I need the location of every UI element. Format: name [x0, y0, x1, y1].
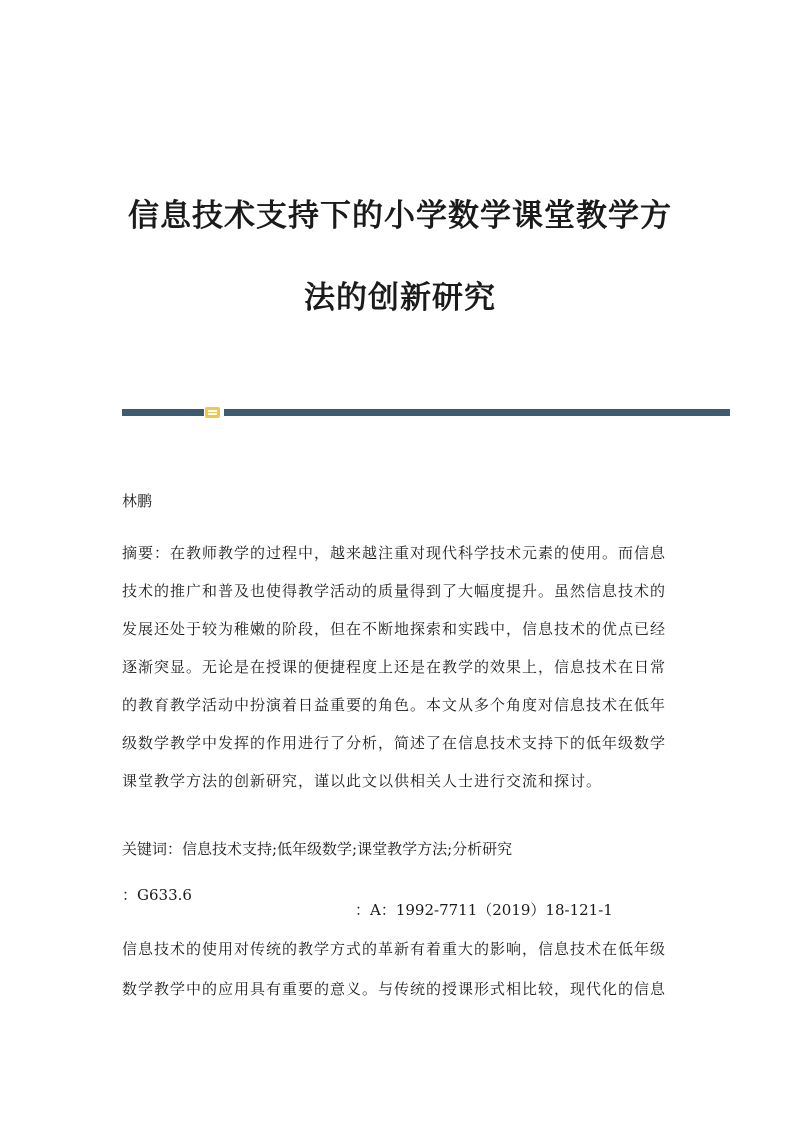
- abstract-line: 的教育教学活动中扮演着日益重要的角色。本文从多个角度对信息技术在低年: [122, 696, 667, 714]
- abstract-line: 摘要：在教师教学的过程中，越来越注重对现代科学技术元素的使用。而信息: [122, 544, 667, 562]
- body-line: 数学教学中的应用具有重要的意义。与传统的授课形式相比较，现代化的信息: [122, 980, 667, 998]
- abstract-line: 发展还处于较为稚嫩的阶段，但在不断地探索和实践中，信息技术的优点已经: [122, 620, 667, 638]
- title-divider-left: [122, 409, 204, 416]
- abstract-line: 逐渐突显。无论是在授课的便捷程度上还是在教学的效果上，信息技术在日常: [122, 658, 667, 676]
- body-paragraph: [122, 929, 677, 1009]
- author-name: 林鹏: [122, 492, 153, 510]
- body-line: 信息技术的使用对传统的教学方式的革新有着重大的影响，信息技术在低年级: [122, 940, 667, 958]
- abstract-line: 技术的推广和普及也使得教学活动的质量得到了大幅度提升。虽然信息技术的: [122, 582, 667, 600]
- divider-badge-icon: [205, 407, 220, 418]
- keywords: 关键词：信息技术支持;低年级数学;课堂教学方法;分析研究: [122, 840, 513, 858]
- abstract-paragraph: [122, 534, 677, 800]
- abstract-line: 课堂教学方法的创新研究，谨以此文以供相关人士进行交流和探讨。: [122, 772, 603, 790]
- paper-title-line-2: 法的创新研究: [304, 280, 496, 316]
- clc-number: ：G633.6: [122, 886, 192, 904]
- paper-title-line-1: 信息技术支持下的小学数学课堂教学方: [128, 198, 672, 234]
- abstract-line: 级数学教学中发挥的作用进行了分析，简述了在信息技术支持下的低年级数学: [122, 734, 667, 752]
- title-divider-right: [224, 409, 730, 416]
- document-code: ：A：1992-7711（2019）18-121-1: [355, 901, 613, 919]
